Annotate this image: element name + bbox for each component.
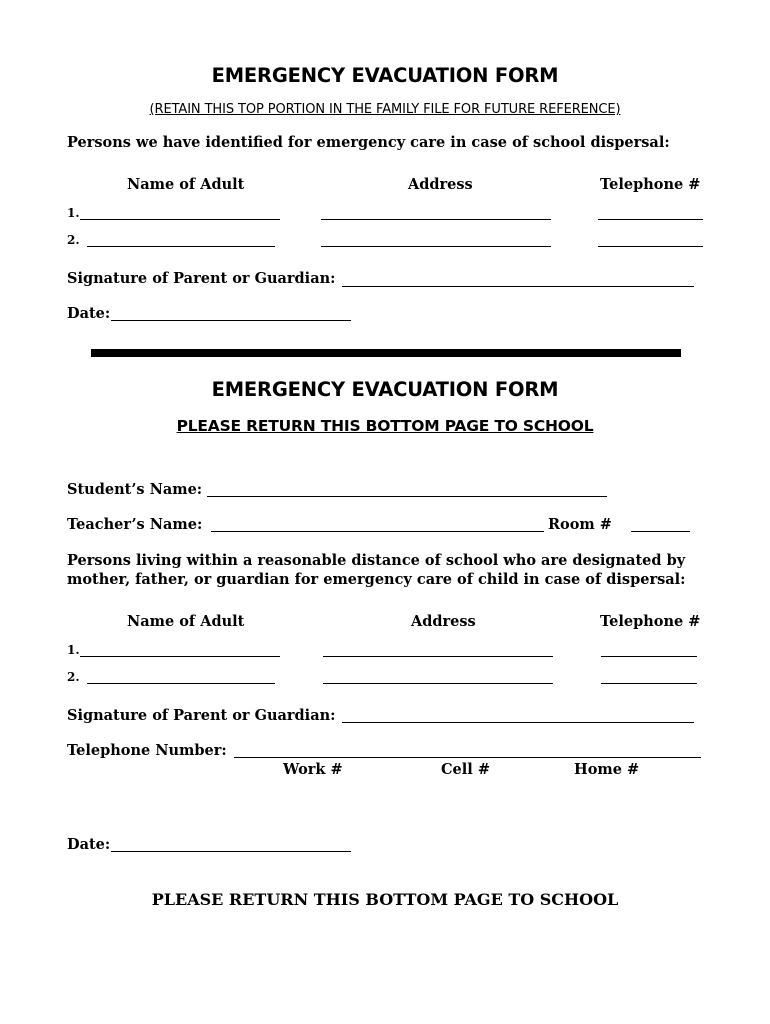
top-date-field[interactable] <box>111 320 351 321</box>
room-field[interactable] <box>631 531 690 532</box>
top-date-label: Date: <box>67 305 111 322</box>
bottom-row-1-name-field[interactable] <box>80 656 280 657</box>
bottom-form-title: EMERGENCY EVACUATION FORM <box>211 378 559 401</box>
bottom-intro-line-1: Persons living within a reasonable distance of school who are designated by <box>67 552 686 569</box>
top-row-2-name-field[interactable] <box>87 246 275 247</box>
cell-number-label: Cell # <box>441 761 490 778</box>
student-name-field[interactable] <box>207 496 607 497</box>
bottom-row-1-address-field[interactable] <box>323 656 553 657</box>
top-row-2-telephone-field[interactable] <box>598 246 703 247</box>
bottom-signature-label: Signature of Parent or Guardian: <box>67 707 336 724</box>
top-col-name-header: Name of Adult <box>127 176 245 193</box>
student-name-label: Student’s Name: <box>67 481 203 498</box>
telephone-number-label: Telephone Number: <box>67 742 227 759</box>
bottom-row-1-number: 1. <box>67 643 80 657</box>
bottom-form-subtitle: PLEASE RETURN THIS BOTTOM PAGE TO SCHOOL <box>176 417 594 435</box>
top-row-2-number: 2. <box>67 233 80 247</box>
top-row-1-number: 1. <box>67 206 80 220</box>
bottom-date-field[interactable] <box>111 851 351 852</box>
footer-return-notice: PLEASE RETURN THIS BOTTOM PAGE TO SCHOOL <box>151 890 619 909</box>
room-label: Room # <box>548 516 612 533</box>
telephone-number-field[interactable] <box>234 757 701 758</box>
bottom-row-2-name-field[interactable] <box>87 683 275 684</box>
bottom-col-name-header: Name of Adult <box>127 613 245 630</box>
bottom-col-address-header: Address <box>411 613 476 630</box>
teacher-name-field[interactable] <box>211 531 544 532</box>
top-col-address-header: Address <box>408 176 473 193</box>
top-form-subtitle: (RETAIN THIS TOP PORTION IN THE FAMILY FILE FOR FUTURE REFERENCE) <box>149 102 621 117</box>
bottom-row-2-telephone-field[interactable] <box>601 683 697 684</box>
bottom-signature-field[interactable] <box>342 722 694 723</box>
top-row-1-name-field[interactable] <box>80 219 280 220</box>
bottom-row-2-address-field[interactable] <box>323 683 553 684</box>
bottom-date-label: Date: <box>67 836 111 853</box>
top-signature-label: Signature of Parent or Guardian: <box>67 270 336 287</box>
top-row-1-address-field[interactable] <box>321 219 551 220</box>
bottom-row-1-telephone-field[interactable] <box>601 656 697 657</box>
top-col-telephone-header: Telephone # <box>600 176 701 193</box>
teacher-name-label: Teacher’s Name: <box>67 516 203 533</box>
top-row-1-telephone-field[interactable] <box>598 219 703 220</box>
bottom-row-2-number: 2. <box>67 670 80 684</box>
bottom-col-telephone-header: Telephone # <box>600 613 701 630</box>
top-row-2-address-field[interactable] <box>321 246 551 247</box>
top-form-title: EMERGENCY EVACUATION FORM <box>211 64 559 87</box>
top-signature-field[interactable] <box>342 286 694 287</box>
home-number-label: Home # <box>574 761 640 778</box>
work-number-label: Work # <box>283 761 343 778</box>
bottom-intro-line-2: mother, father, or guardian for emergency care of child in case of dispersal: <box>67 571 686 588</box>
section-divider <box>91 349 681 357</box>
top-intro-text: Persons we have identified for emergency care in case of school dispersal: <box>67 134 670 151</box>
